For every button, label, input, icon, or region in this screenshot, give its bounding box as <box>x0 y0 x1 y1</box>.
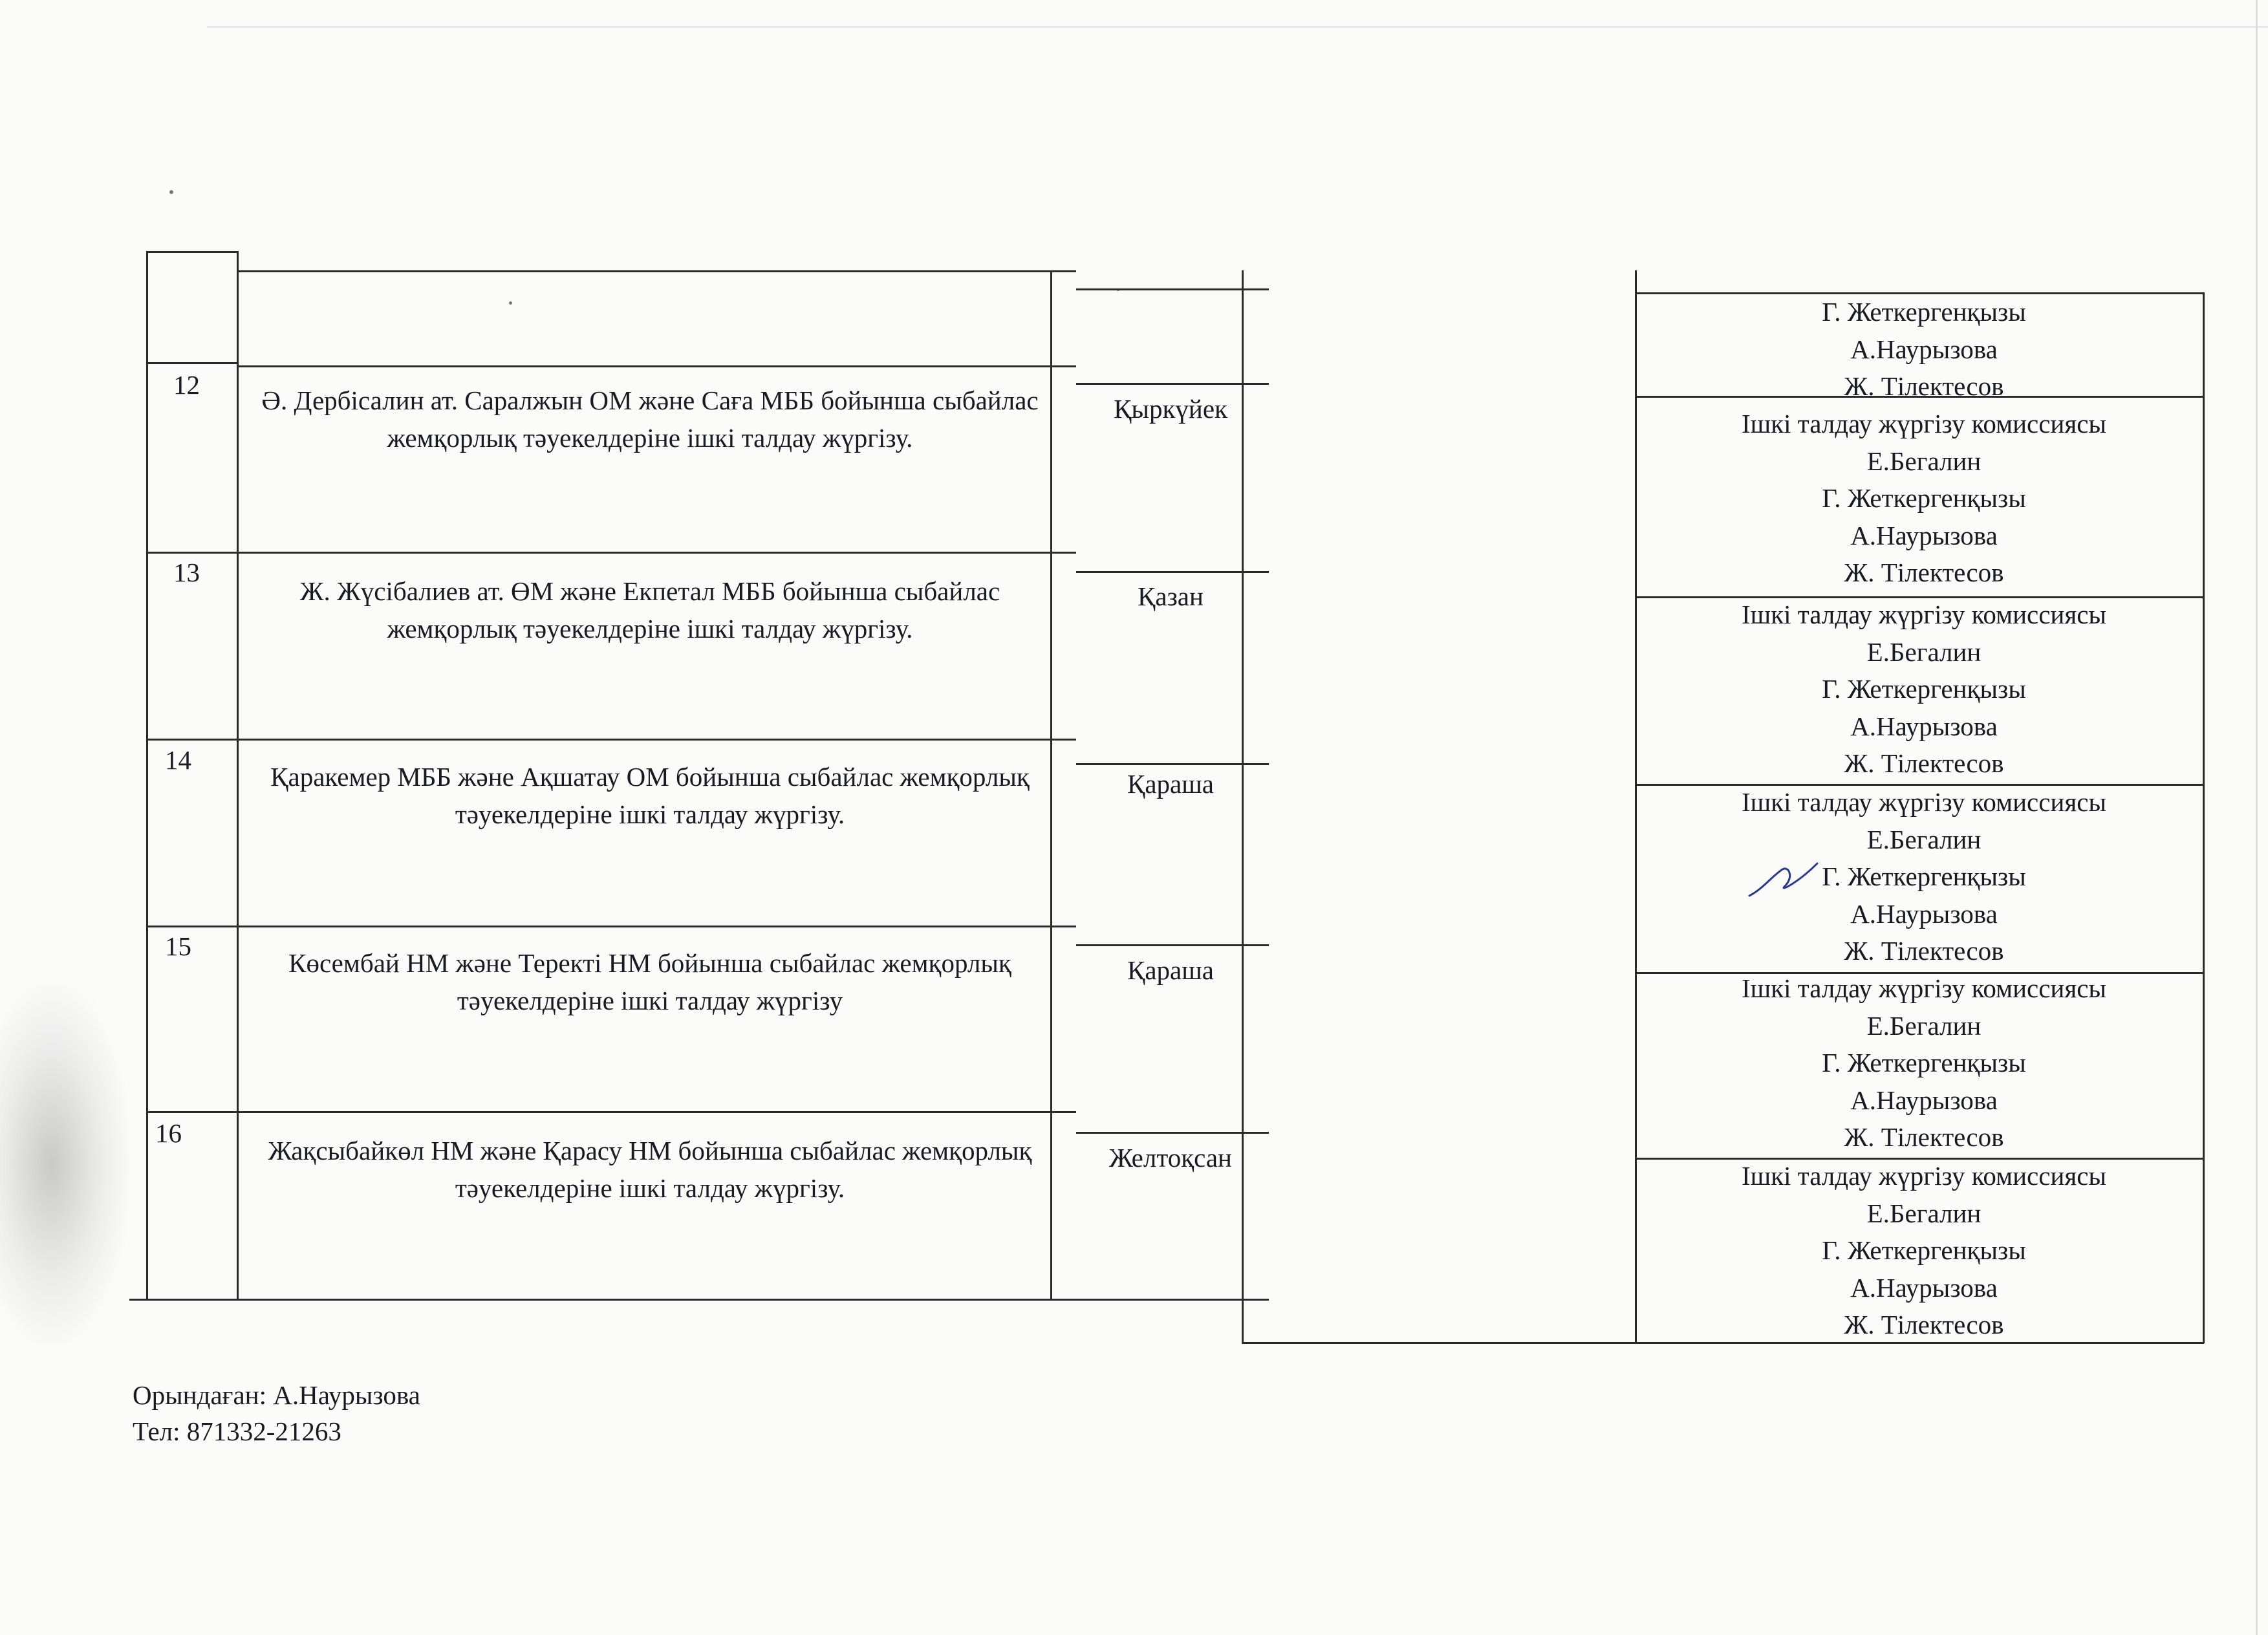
member-name: Ж. Тілектесов <box>1844 936 2004 966</box>
scan-speck <box>169 190 173 194</box>
member-name: Ж. Тілектесов <box>1844 1122 2004 1152</box>
member-name: Е.Бегалин <box>1866 1198 1982 1228</box>
member-name: А.Наурызова <box>1850 711 1998 741</box>
responsible-cell <box>1646 1158 2202 1344</box>
task-description: Қаракемер МББ және Ақшатау ОМ бойынша сыбайлас жемқорлық тәуекелдеріне ішкі талдау жүргізу. <box>270 762 1030 829</box>
row-number: 14 <box>165 745 191 775</box>
member-name: Ж. Тілектесов <box>1844 748 2004 778</box>
row-number: 15 <box>165 931 191 961</box>
commission-title: Ішкі талдау жүргізу комиссиясы <box>1742 1161 2106 1191</box>
row-number: 13 <box>173 558 200 587</box>
signature-mark <box>1746 850 1824 909</box>
scan-speck <box>509 301 512 305</box>
member-name: Г. Жеткергенқызы <box>1822 1235 2026 1265</box>
member-name: А.Наурызова <box>1850 1272 1998 1303</box>
responsible-cell <box>1646 406 2202 592</box>
member-name: Е.Бегалин <box>1866 1010 1982 1041</box>
responsible-cell <box>1646 596 2202 783</box>
month-cell: Қыркүйек <box>1114 394 1227 424</box>
commission-title: Ішкі талдау жүргізу комиссиясы <box>1742 600 2106 629</box>
month-cell: Желтоқсан <box>1109 1143 1232 1173</box>
member-name: Е.Бегалин <box>1866 824 1982 854</box>
member-name: А.Наурызова <box>1850 1085 1998 1115</box>
member-name: Е.Бегалин <box>1866 446 1982 476</box>
task-description: Ә. Дербісалин ат. Саралжын ОМ және Сағa МББ бойынша сыбайлас жемқорлық тәуекелдеріне ішкі талдау жүргізу. <box>261 385 1039 453</box>
member-name: Г. Жеткергенқызы <box>1822 297 2026 327</box>
month-cell: Қараша <box>1127 769 1214 799</box>
row-number: 16 <box>155 1118 182 1148</box>
member-name: Г. Жеткергенқызы <box>1822 483 2026 513</box>
scan-edge-right <box>2256 0 2258 1635</box>
member-name: А.Наурызова <box>1850 520 1998 550</box>
scan-smudge <box>0 983 129 1345</box>
commission-title: Ішкі талдау жүргізу комиссиясы <box>1742 973 2106 1003</box>
member-name: А.Наурызова <box>1850 334 1998 364</box>
executor-line: Орындаған: А.Наурызова <box>133 1380 420 1410</box>
responsible-cell <box>1646 784 2202 970</box>
member-name: Ж. Тілектесов <box>1844 371 2004 401</box>
commission-title: Ішкі талдау жүргізу комиссиясы <box>1742 409 2106 439</box>
member-name: Г. Жеткергенқызы <box>1822 1048 2026 1077</box>
month-cell: Қазан <box>1138 581 1204 611</box>
month-cell: Қараша <box>1127 955 1214 985</box>
member-name: Ж. Тілектесов <box>1844 558 2004 587</box>
member-name: Г. Жеткергенқызы <box>1822 861 2026 891</box>
responsible-cell <box>1646 294 2202 406</box>
task-description: Ж. Жүсібалиев ат. ӨМ және Екпетал МББ бойынша сыбайлас жемқорлық тәуекелдеріне ішкі талдау жүргізу. <box>299 576 1000 644</box>
task-description: Көсембай НМ және Теректі НМ бойынша сыбайлас жемқорлық тәуекелдеріне ішкі талдау жүргізу <box>288 948 1011 1015</box>
member-name: А.Наурызова <box>1850 898 1998 929</box>
phone-line: Тел: 871332-21263 <box>133 1416 341 1446</box>
responsible-cell <box>1646 970 2202 1156</box>
member-name: Е.Бегалин <box>1866 636 1982 667</box>
member-name: Ж. Тілектесов <box>1844 1310 2004 1339</box>
member-name: Г. Жеткергенқызы <box>1822 674 2026 704</box>
commission-title: Ішкі талдау жүргізу комиссиясы <box>1742 787 2106 817</box>
task-description: Жақсыбайкөл НМ және Қарасу НМ бойынша сыбайлас жемқорлық тәуекелдеріне ішкі талдау жүргізу. <box>268 1136 1032 1203</box>
scan-edge-top <box>207 26 2268 28</box>
row-number: 12 <box>173 370 200 400</box>
